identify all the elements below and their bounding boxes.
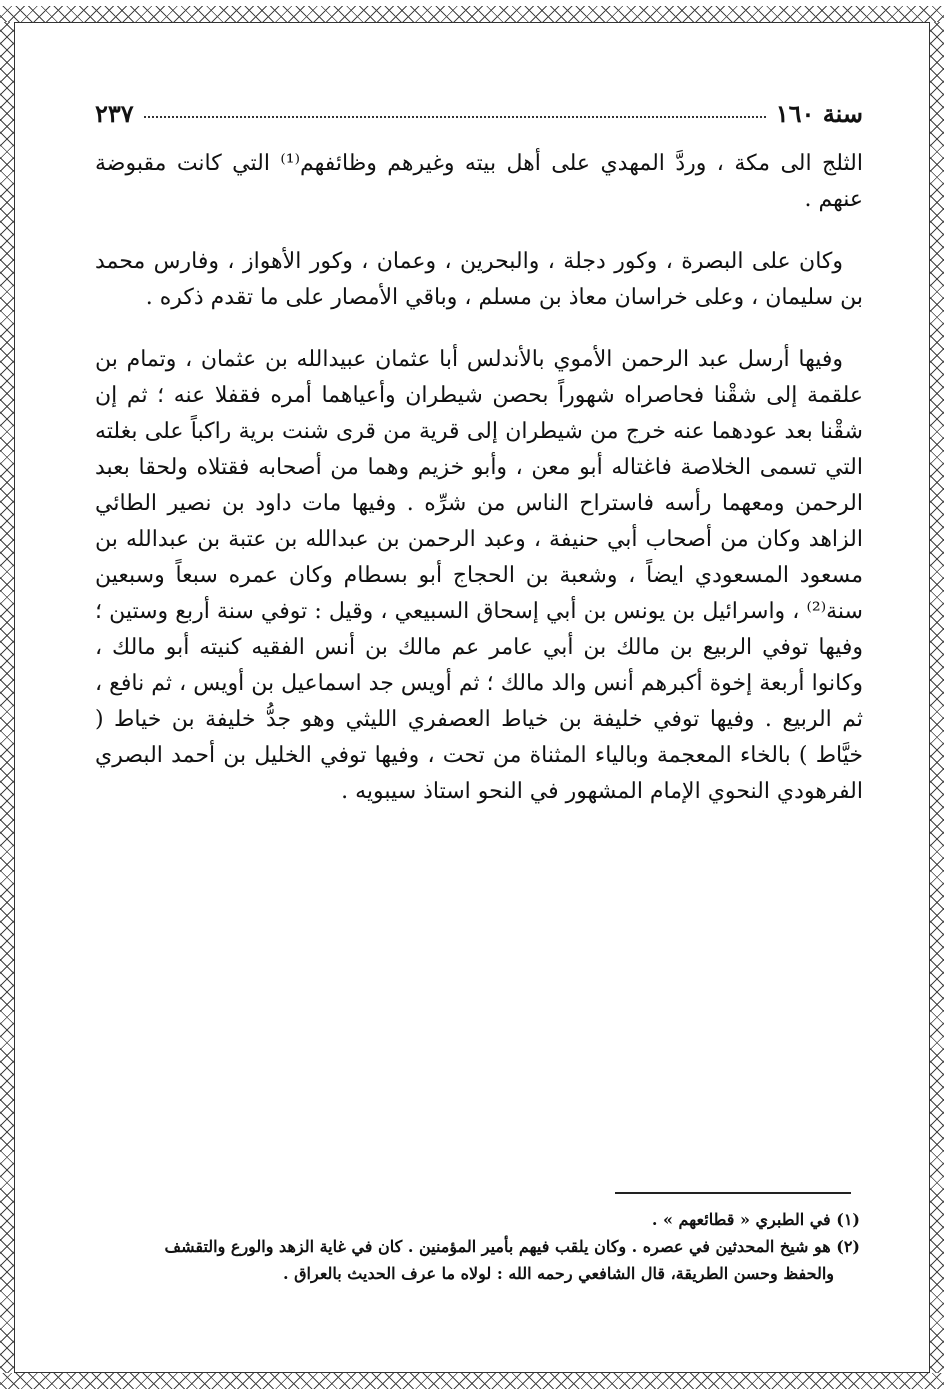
footnotes <box>95 1206 860 1287</box>
paragraph: وكان على البصرة ، وكور دجلة ، والبحرين ، وعمان ، وكور الأهواز ، وفارس محمد بن سليمان ، وعلى خراسان معاذ بن مسلم ، وباقي الأمصار على ما تقدم ذكره . <box>95 249 863 310</box>
paragraph: وفيها أرسل عبد الرحمن الأموي بالأندلس أبا عثمان عبيدالله بن عثمان ، وتمام بن علقمة إلى شقْنا فحاصراه شهوراً بحصن شيطران وأعياهما أمره فقفلا عنه ؛ ثم إن شقْنا بعد عودهما عنه خرج من شيطران إلى قرية من قرى شنت برية راكباً على بغلته التي تسمى الخلاصة فاغتاله أبو معن ، وأبو خزيم وهما من أصحابه فقتلاه ولحقا بعبد الرحمن ومعهما رأسه فاستراح الناس من شرِّه . وفيها مات داود بن نصير الطائي الزاهد وكان من أصحاب أبي حنيفة ، وعبد الرحمن بن عبدالله بن عتبة بن عبدالله بن مسعود المسعودي ايضاً ، وشعبة بن الحجاج أبو بسطام وكان عمره سبعاً وسبعين سنة⁽²⁾ ، واسرائيل بن يونس بن أبي إسحاق السبيعي ، وقيل : توفي سنة أربع وستين ؛ وفيها توفي الربيع بن مالك بن أبي عامر عم مالك بن أنس الفقيه كنيته أبو مالك ، وكانوا أربعة إخوة أكبرهم أنس والد مالك ؛ ثم أويس جد اسماعيل بن أويس ، ثم نافع ، ثم الربيع . وفيها توفي خليفة بن خياط العصفري الليثي وهو جدُّ خليفة بن خياط ( خيَّاط ) بالخاء المعجمة وبالياء المثناة من تحت ، وفيها توفي الخليل بن أحمد البصري الفرهودي النحوي الإمام المشهور في النحو استاذ سيبويه . <box>95 347 863 804</box>
main-text <box>95 146 863 810</box>
year-title: سنة ١٦٠ <box>775 98 863 128</box>
footnote-1: (١) في الطبري « قطائعهم » . <box>651 1210 860 1229</box>
footnote-2-continuation: والحفظ وحسن الطريقة، قال الشافعي رحمه الله : لولاه ما عرف الحديث بالعراق . <box>282 1264 834 1283</box>
page-number: ٢٣٧ <box>95 98 134 128</box>
footnote-2: (٢) هو شيخ المحدثين في عصره . وكان يلقب فيهم بأمير المؤمنين . كان في غاية الزهد والورع والتقشف <box>164 1237 860 1256</box>
footnote-separator <box>615 1192 851 1194</box>
header-dot-leader <box>144 116 766 118</box>
running-header <box>95 96 863 130</box>
paragraph: الثلج الى مكة ، وردَّ المهدي على أهل بيته وغيرهم وظائفهم⁽¹⁾ التي كانت مقبوضة عنهم . <box>95 151 863 212</box>
decorative-border-top <box>0 6 944 23</box>
decorative-border-bottom <box>0 1372 944 1389</box>
decorative-border-left <box>0 22 15 1373</box>
decorative-border-right <box>929 22 944 1373</box>
